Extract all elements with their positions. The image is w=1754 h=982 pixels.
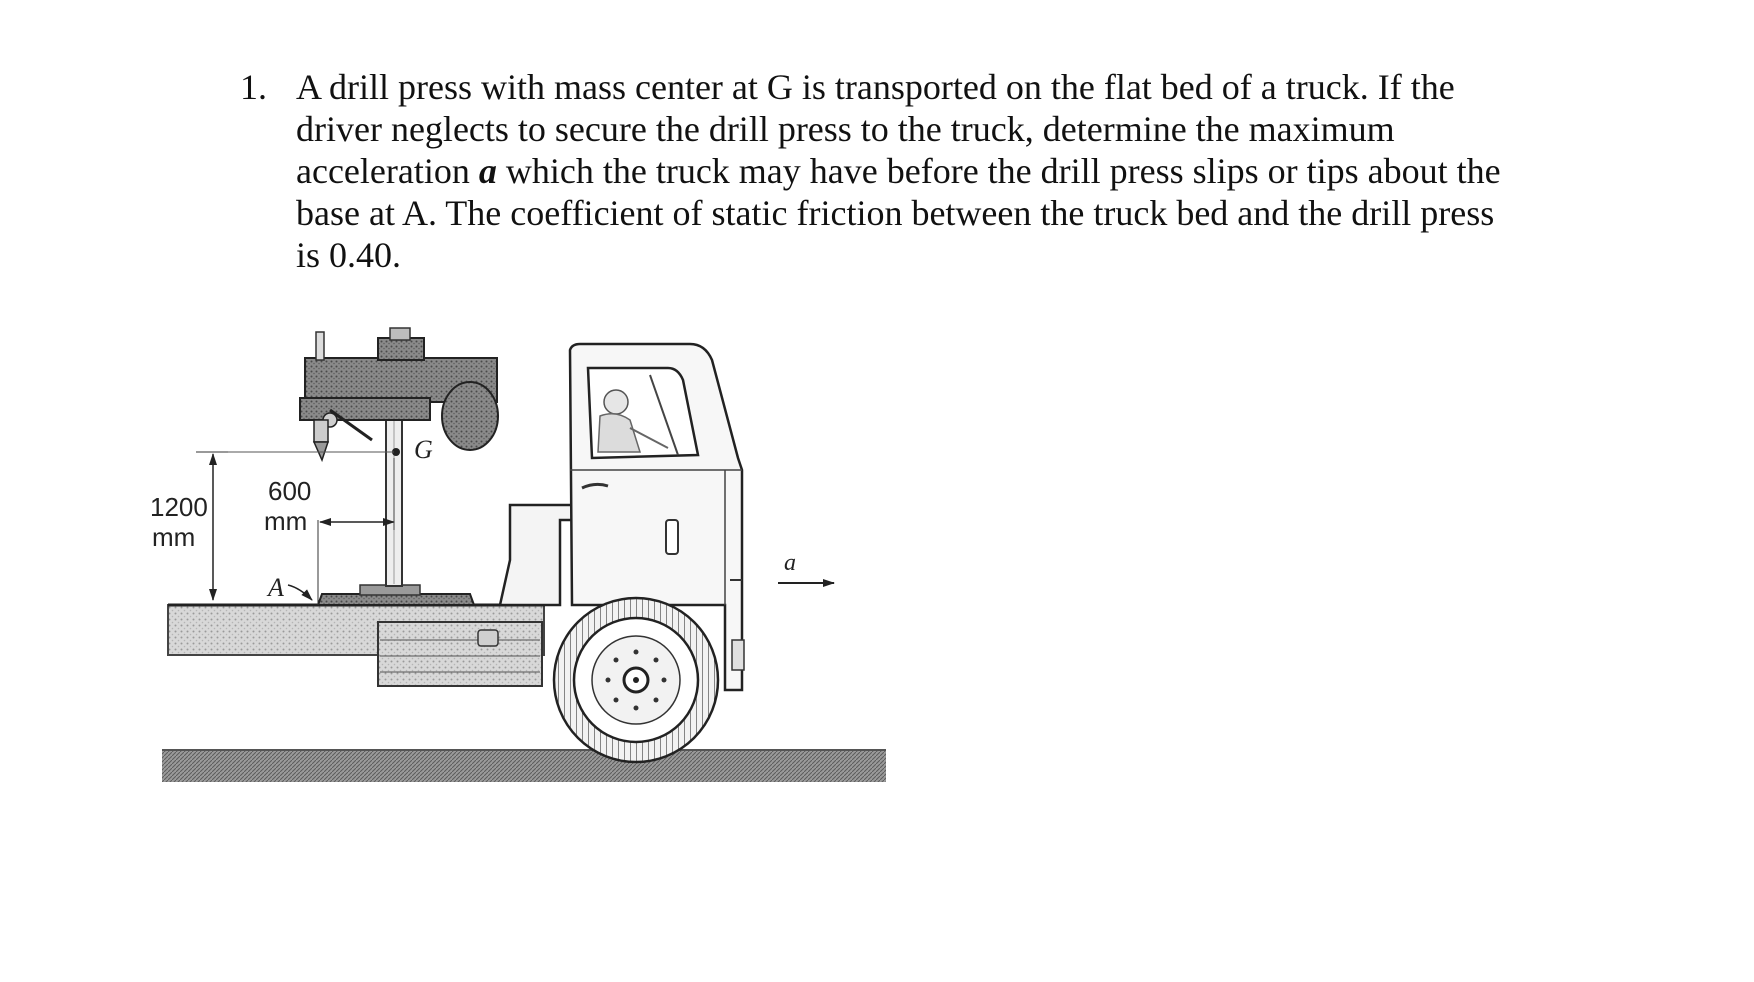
point-A-pointer [288,585,312,600]
label-height-value: 1200 [150,492,208,522]
label-G: G [414,435,433,464]
problem-number: 1. [240,67,267,107]
label-height-unit: mm [152,522,196,552]
label-acceleration: a [784,550,796,576]
label-offset-unit: mm [264,506,308,536]
offset-dimension [318,458,394,605]
problem-line-1: A drill press with mass center at G is transported on the flat bed of a truck. If the [296,67,1455,107]
problem-line-2: driver neglects to secure the drill press to the truck, determine the maximum [296,109,1395,149]
road [162,750,886,782]
label-offset-value: 600 [268,476,312,506]
truck-wheel [554,598,718,762]
acceleration-symbol: a [478,151,497,191]
problem-line-3-rest: which the truck may have before the drill press slips or tips about the [505,151,1501,191]
problem-line-4: base at A. The coefficient of static friction between the truck bed and the drill press [296,193,1495,233]
problem-line-5: is 0.40. [296,235,402,275]
truck-bed [168,605,545,686]
drill-press [300,328,498,605]
acceleration-word: acceleration [296,151,470,191]
label-A: A [268,573,284,602]
